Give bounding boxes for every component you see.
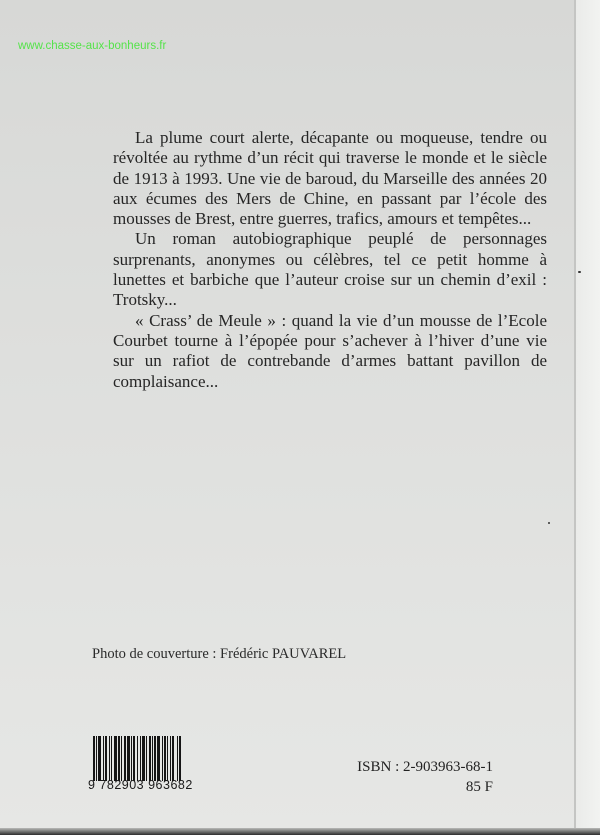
blurb-paragraph: « Crass’ de Meule » : quand la vie d’un mousse de l’Ecole Courbet tourne à l’épopée pour s’achever à l’hiver d’une vie sur un rafiot de contrebande d’armes battant pavillon de complaisance...: [113, 310, 547, 391]
cover-edge-strip: [576, 0, 600, 835]
barcode-icon: [93, 736, 230, 781]
cover-bottom-shadow: [0, 828, 600, 835]
photo-credit: Photo de couverture : Frédéric PAUVAREL: [92, 646, 347, 662]
isbn-block: [357, 757, 493, 797]
barcode-digits: 9 782903 963682: [88, 778, 193, 792]
dust-speck: [578, 271, 581, 273]
blurb-text: [113, 128, 547, 392]
isbn-number: ISBN : 2-903963-68-1: [357, 759, 493, 775]
watermark-url: www.chasse-aux-bonheurs.fr: [18, 40, 167, 52]
dust-speck: [548, 522, 550, 524]
blurb-paragraph: La plume court alerte, décapante ou moqueuse, tendre ou révoltée au rythme d’un récit qui traverse le monde et le siècle de 1913 à 1993. Une vie de baroud, du Marseille des années 20 aux écumes des Mers de Chine, en passant par l’école des mousses de Brest, entre guerres, trafics, amours et tempêtes...: [113, 128, 547, 229]
price: 85 F: [465, 779, 493, 795]
blurb-paragraph: Un roman autobiographique peuplé de personnages surprenants, anonymes ou célèbres, tel ce petit homme à lunettes et barbiche que l’auteur croise sur un chemin d’exil : Trotsky...: [113, 229, 547, 310]
